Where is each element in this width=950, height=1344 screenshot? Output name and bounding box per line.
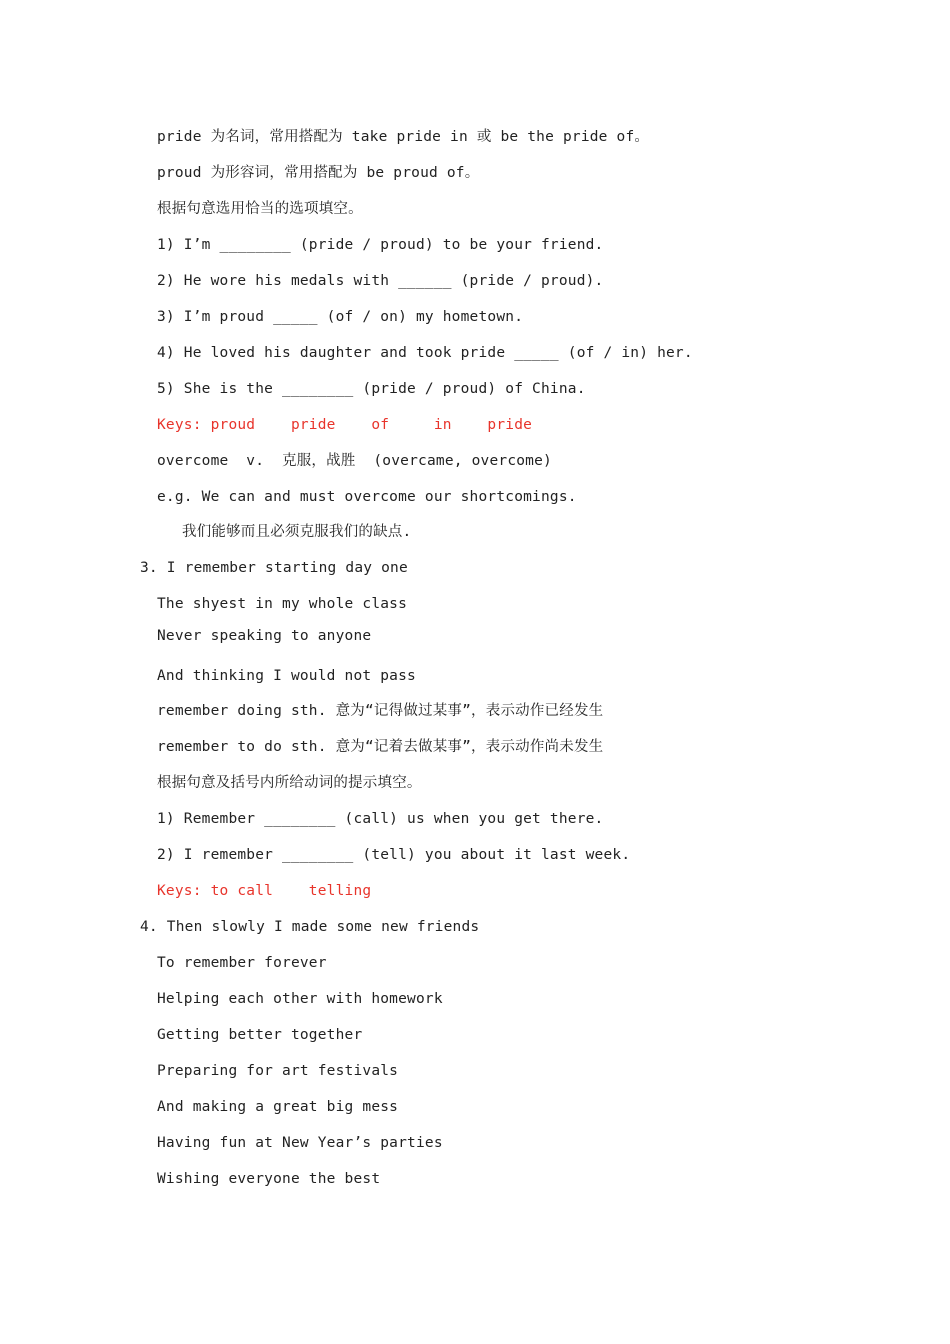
example-translation: 我们能够而且必须克服我们的缺点. [182,524,412,540]
lyric-line: Preparing for art festivals [157,1063,399,1079]
exercise-item-2: 2) He wore his medals with ______ (pride / proud). [157,273,604,289]
lyric-line: Getting better together [157,1027,363,1043]
grammar-note-remember-doing: remember doing sth. 意为“记得做过某事”，表示动作已经发生 [157,703,604,719]
lyric-line: And thinking I would not pass [157,668,416,684]
example-sentence: e.g. We can and must overcome our shortcomings. [157,489,577,505]
exercise-instruction: 根据句意选用恰当的选项填空。 [157,201,363,217]
exercise-item-remember-1: 1) Remember ________ (call) us when you get there. [157,811,604,827]
answer-keys-remember: Keys: to call telling [157,883,372,899]
exercise-item-1: 1) I’m ________ (pride / proud) to be your friend. [157,237,604,253]
text-line-proud-adjective: proud 为形容词，常用搭配为 be proud of。 [157,165,480,181]
exercise-item-remember-2: 2) I remember ________ (tell) you about it last week. [157,847,631,863]
text-line-pride-noun: pride 为名词，常用搭配为 take pride in 或 be the pride of。 [157,129,650,145]
section-3-heading: 3. I remember starting day one [140,560,408,576]
exercise-item-5: 5) She is the ________ (pride / proud) of China. [157,381,586,397]
grammar-note-remember-to-do: remember to do sth. 意为“记着去做某事”，表示动作尚未发生 [157,739,604,755]
section-4-heading: 4. Then slowly I made some new friends [140,919,480,935]
lyric-line: Wishing everyone the best [157,1171,381,1187]
lyric-line: Never speaking to anyone [157,628,372,644]
answer-keys-pride: Keys: proud pride of in pride [157,417,533,433]
exercise-item-3: 3) I’m proud _____ (of / on) my hometown. [157,309,524,325]
lyric-line: Helping each other with homework [157,991,443,1007]
vocab-overcome: overcome v. 克服，战胜 (overcame, overcome) [157,453,552,469]
lyric-line: Having fun at New Year’s parties [157,1135,443,1151]
lyric-line: To remember forever [157,955,327,971]
exercise-item-4: 4) He loved his daughter and took pride _____ (of / in) her. [157,345,693,361]
lyric-line: The shyest in my whole class [157,596,408,612]
lyric-line: And making a great big mess [157,1099,399,1115]
exercise-instruction: 根据句意及括号内所给动词的提示填空。 [157,775,422,791]
